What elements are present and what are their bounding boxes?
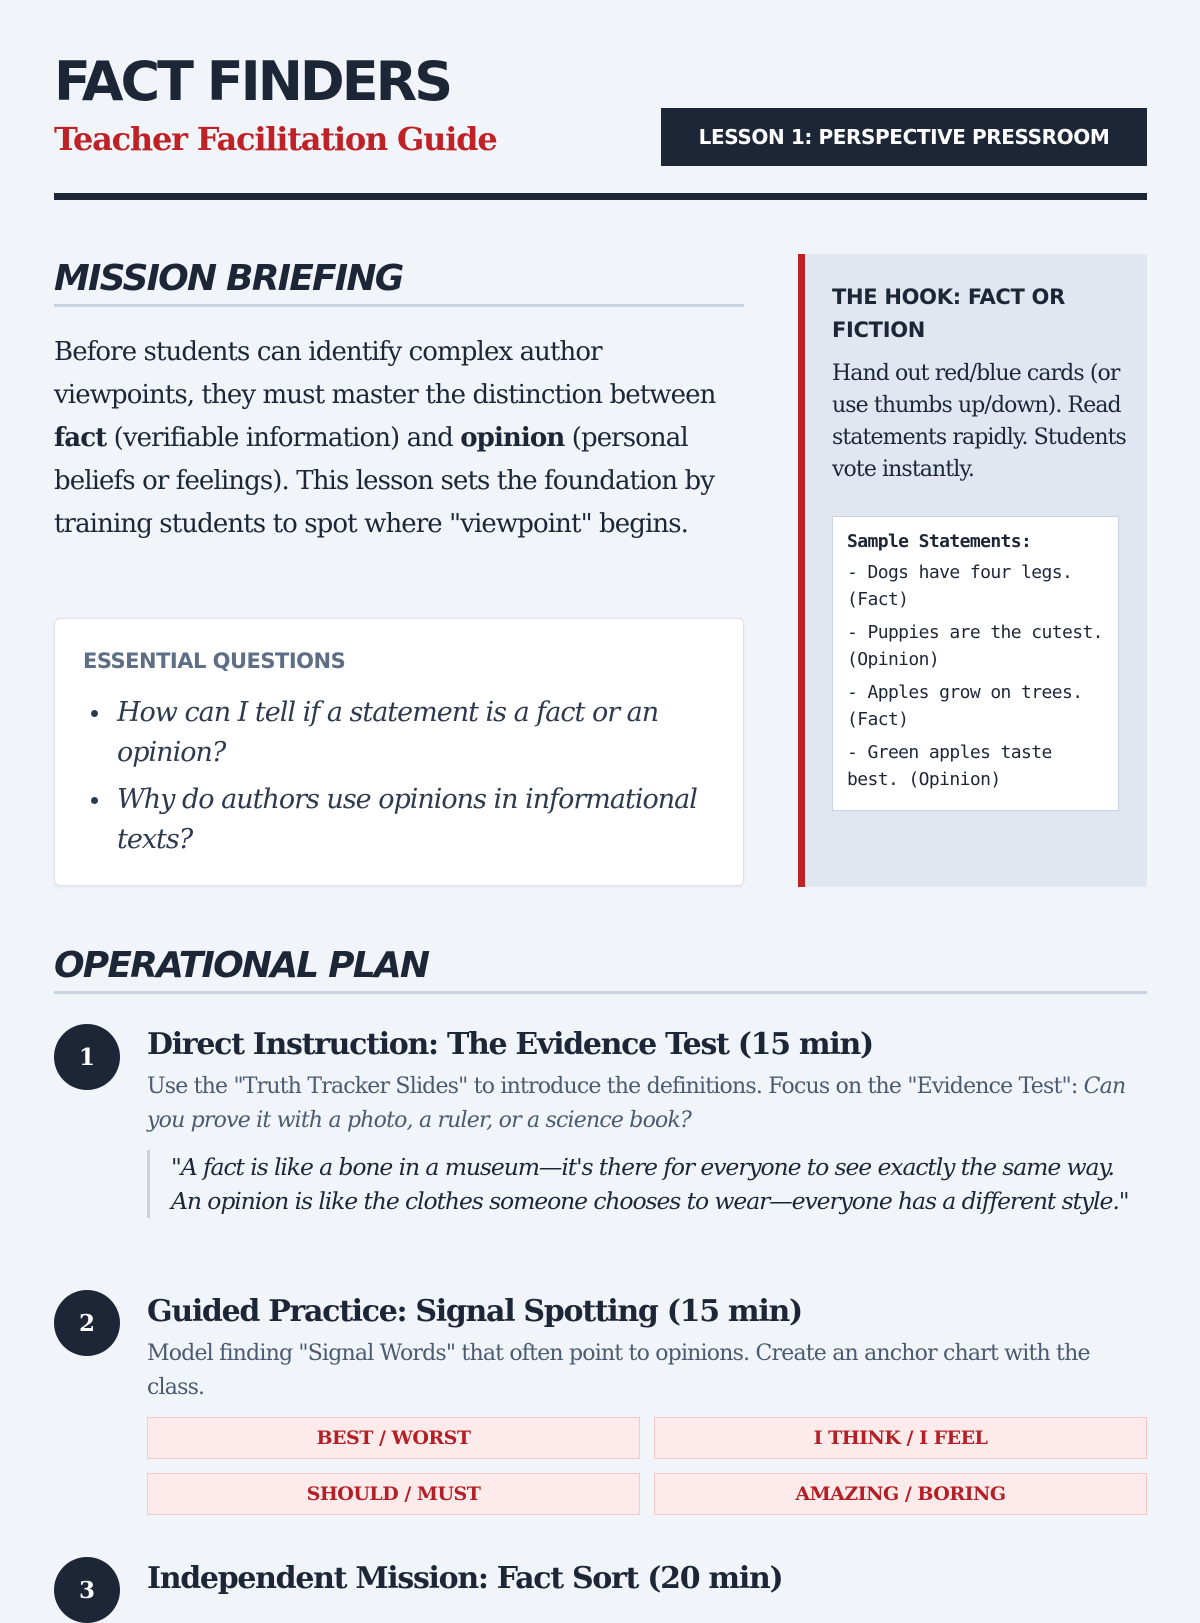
essential-questions-title: ESSENTIAL QUESTIONS [83,649,346,673]
signal-word-chip: SHOULD / MUST [147,1473,640,1515]
sample-statement: - Puppies are the cutest. (Opinion) [847,622,1103,670]
essential-question-item: How can I tell if a statement is a fact or an opinion? [83,693,723,773]
lesson-badge: LESSON 1: PERSPECTIVE PRESSROOM [661,108,1147,166]
analogy-quote: "A fact is like a bone in a museum—it's there for everyone to see exactly the same way. An opinion is like the clothes someone chooses to wear—everyone has a different style." [147,1150,1147,1218]
essential-questions-card [54,618,744,886]
essential-question-item: Why do authors use opinions in informational texts? [83,780,723,860]
step-number-badge: 3 [54,1557,120,1623]
mission-briefing-heading: MISSION BRIEFING [54,258,744,305]
evidence-test-question: Can you prove it with a photo, a ruler, or a science book? [147,1074,1126,1133]
intro-text-1: Before students can identify complex author viewpoints, they must master the distinction between [54,337,716,410]
intro-fact-term: fact [54,423,107,453]
hook-title: THE HOOK: FACT OR FICTION [832,285,1065,342]
signal-words-grid [147,1417,1147,1515]
step-title: Independent Mission: Fact Sort (20 min) [147,1561,783,1596]
guide-subtitle: Teacher Facilitation Guide [54,120,497,158]
signal-word-chip: AMAZING / BORING [654,1473,1147,1515]
step-description: Model finding "Signal Words" that often point to opinions. Create an anchor chart with the class. [147,1341,1090,1400]
step-description [147,1070,1147,1138]
intro-text-2: (verifiable information) and [106,423,461,453]
signal-word-chip: BEST / WORST [147,1417,640,1459]
signal-word-chip: I THINK / I FEEL [654,1417,1147,1459]
sample-statements-box [832,516,1119,811]
step-number-badge: 2 [54,1290,120,1356]
brand-title: FACT FINDERS [54,50,451,113]
sample-statements-title: Sample Statements: [847,531,1032,552]
hook-sidebar [798,254,1147,887]
step-number-badge: 1 [54,1024,120,1090]
step-title: Guided Practice: Signal Spotting (15 min) [147,1294,802,1329]
hook-instructions: Hand out red/blue cards (or use thumbs up/down). Read statements rapidly. Students vote instantly. [832,361,1126,482]
essential-questions-list [83,693,723,867]
sample-statement: - Apples grow on trees. (Fact) [847,682,1083,730]
sample-statement: - Green apples taste best. (Opinion) [847,742,1052,790]
mission-briefing-intro [54,331,744,546]
step-title: Direct Instruction: The Evidence Test (15 min) [147,1027,873,1062]
header-divider [54,193,1147,200]
operational-plan-heading: OPERATIONAL PLAN [54,945,1147,992]
intro-text-3: (personal beliefs or feelings). This lesson sets the foundation by training students to spot where "viewpoint" begins. [54,423,715,539]
step-description-text: Use the "Truth Tracker Slides" to introduce the definitions. Focus on the "Evidence Test": [147,1074,1084,1099]
sample-statement: - Dogs have four legs. (Fact) [847,562,1073,610]
intro-opinion-term: opinion [460,423,565,453]
